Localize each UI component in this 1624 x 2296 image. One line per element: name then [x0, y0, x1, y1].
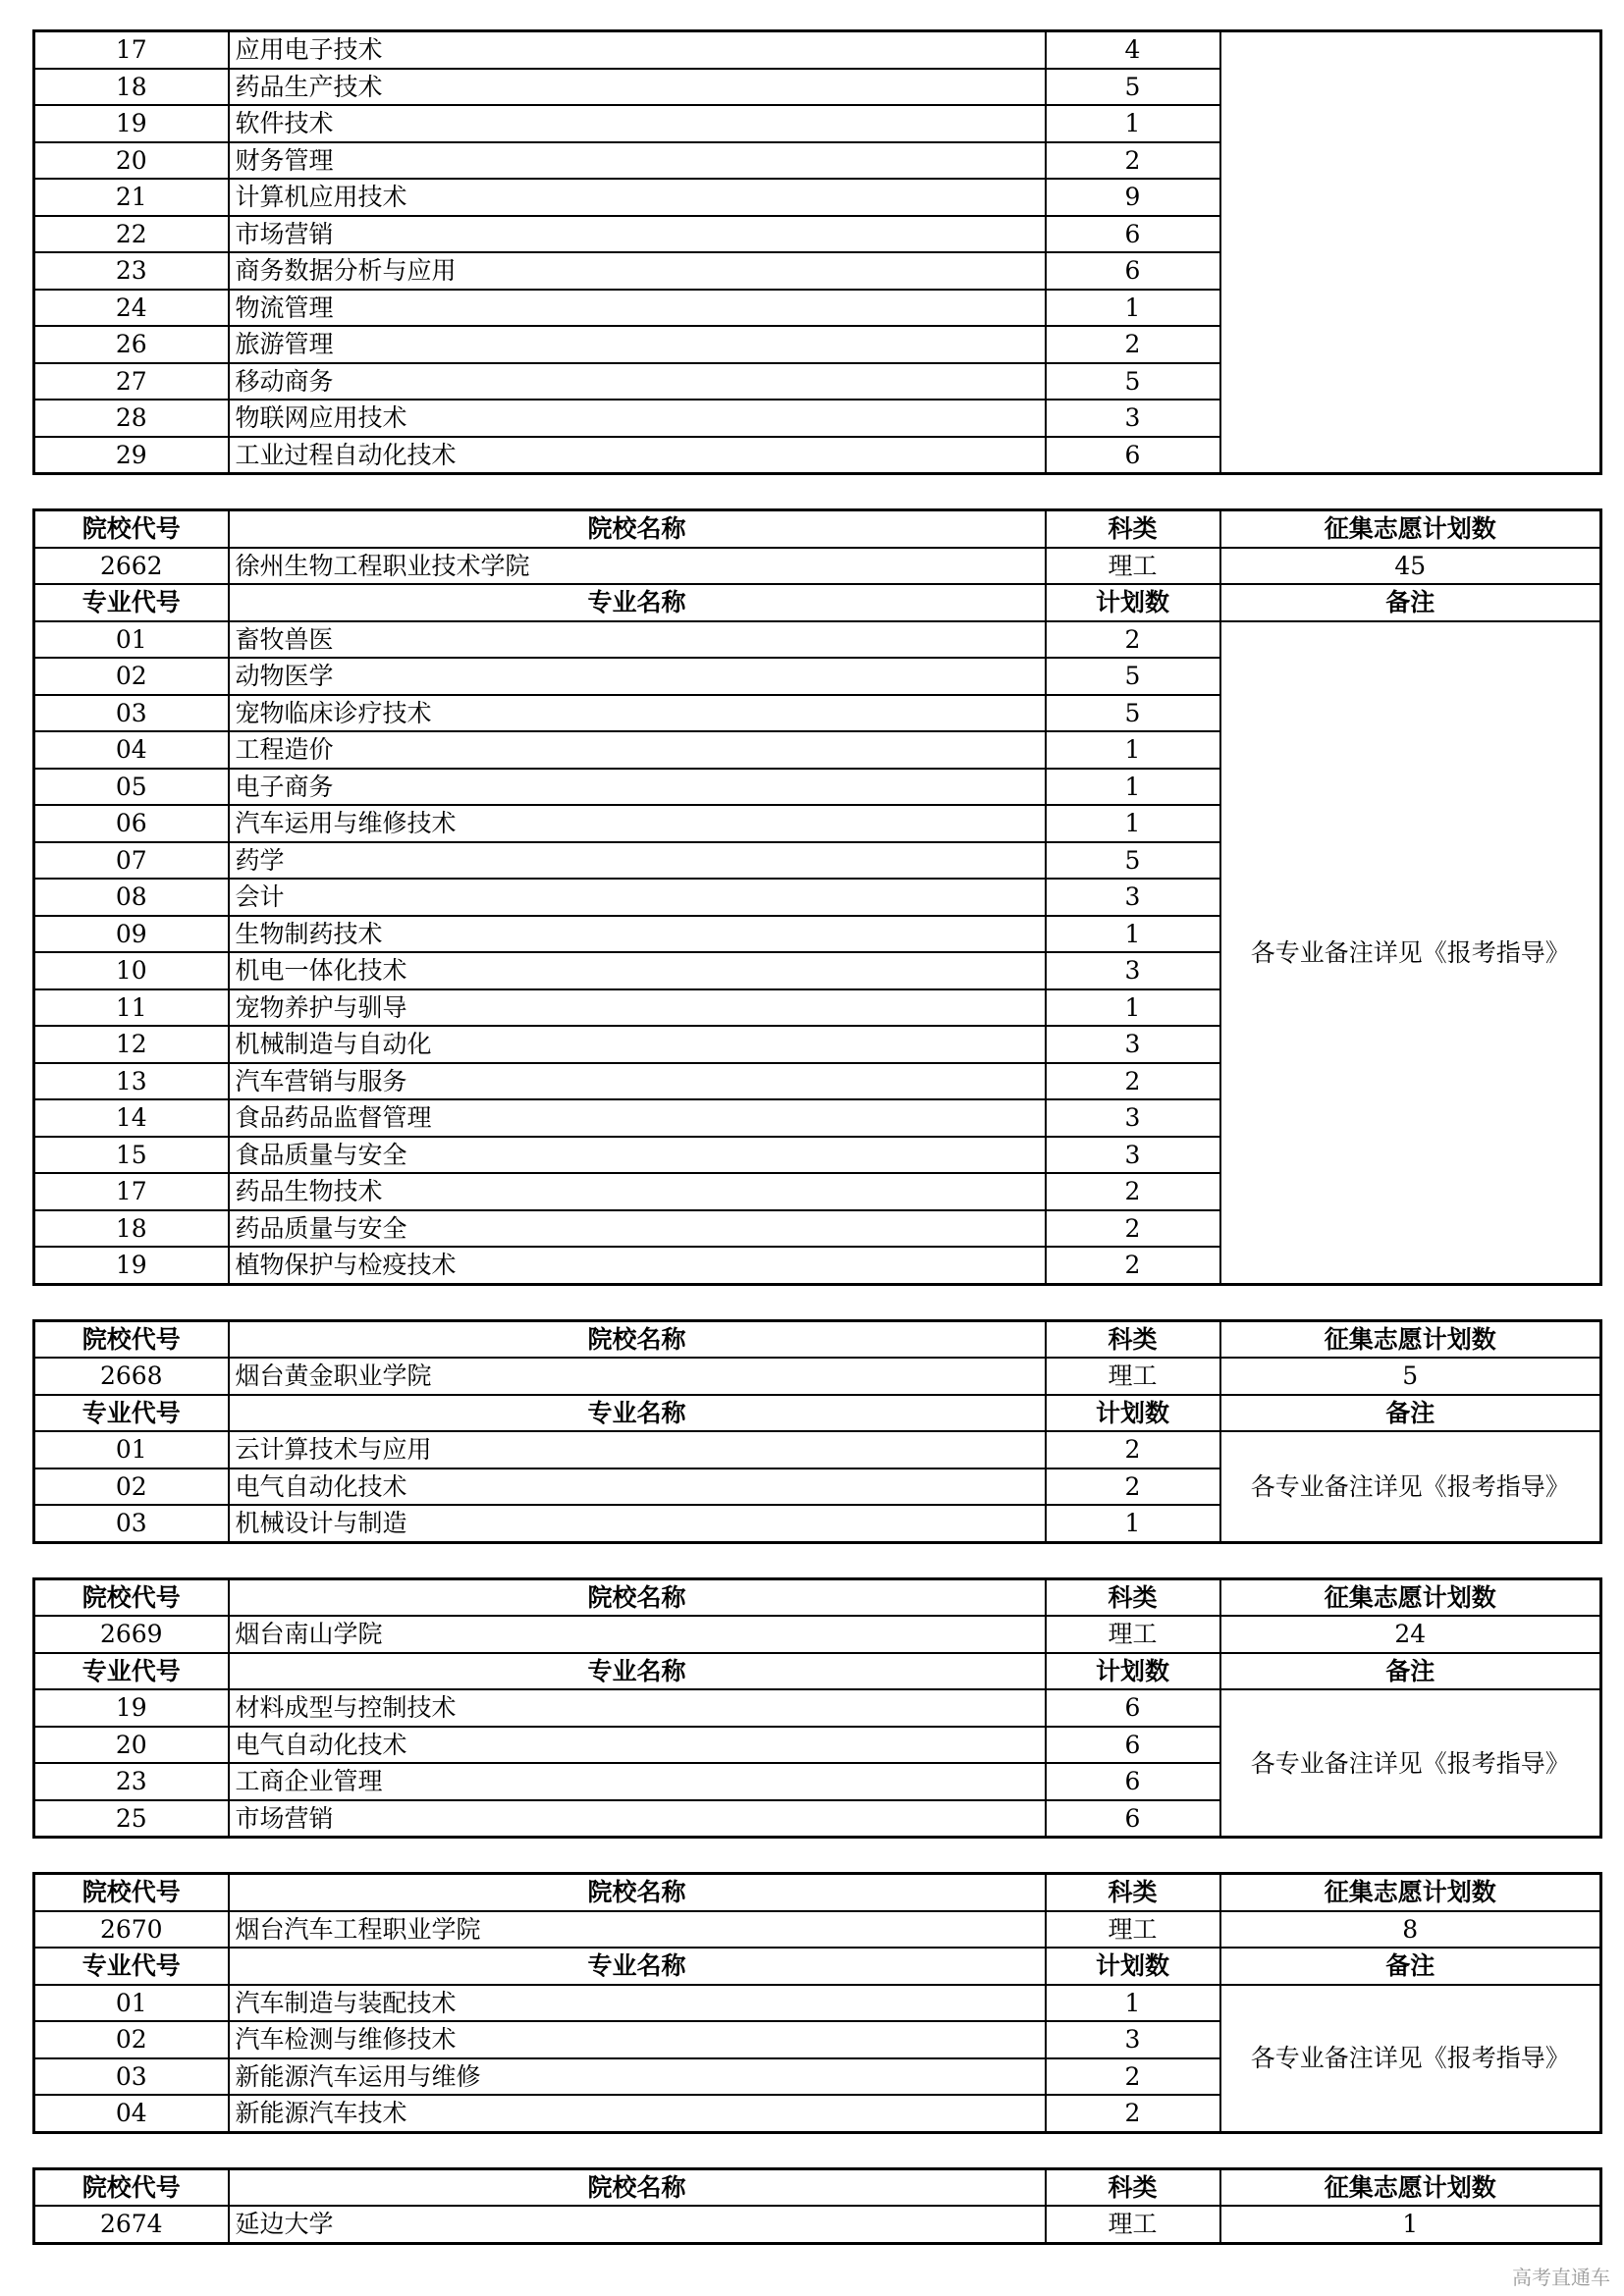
school-info-row [34, 548, 1601, 585]
major-plan: 3 [1046, 2021, 1220, 2058]
major-plan: 1 [1046, 916, 1220, 953]
major-name: 植物保护与检疫技术 [229, 1247, 1046, 1284]
header-plan-total: 征集志愿计划数 [1220, 510, 1601, 548]
major-plan: 1 [1046, 1985, 1220, 2022]
major-plan: 2 [1046, 621, 1220, 659]
major-plan: 1 [1046, 1505, 1220, 1542]
major-code: 08 [34, 879, 229, 916]
major-plan: 3 [1046, 879, 1220, 916]
major-name: 工业过程自动化技术 [229, 437, 1046, 474]
major-header-row [34, 1653, 1601, 1690]
major-code: 20 [34, 142, 229, 180]
school-header-row [34, 1578, 1601, 1616]
header-category: 科类 [1046, 1320, 1220, 1358]
header-remark: 备注 [1220, 1653, 1601, 1690]
school-category: 理工 [1046, 548, 1220, 585]
major-header-row [34, 584, 1601, 621]
continued-major-table [32, 29, 1602, 475]
major-name: 电气自动化技术 [229, 1727, 1046, 1764]
header-category: 科类 [1046, 2168, 1220, 2206]
school-table [32, 2167, 1602, 2245]
major-plan: 2 [1046, 326, 1220, 363]
remark-cell [1220, 31, 1601, 474]
major-name: 会计 [229, 879, 1046, 916]
major-code: 13 [34, 1063, 229, 1100]
school-plan-total: 5 [1220, 1358, 1601, 1395]
school-header-row [34, 1320, 1601, 1358]
header-category: 科类 [1046, 1874, 1220, 1911]
school-code: 2668 [34, 1358, 229, 1395]
major-plan: 3 [1046, 1137, 1220, 1174]
school-header-row [34, 1874, 1601, 1911]
major-code: 06 [34, 805, 229, 842]
major-name: 食品质量与安全 [229, 1137, 1046, 1174]
major-code: 11 [34, 989, 229, 1027]
header-school-code: 院校代号 [34, 1320, 229, 1358]
major-code: 07 [34, 842, 229, 880]
school-category: 理工 [1046, 1616, 1220, 1653]
header-remark: 备注 [1220, 1948, 1601, 1985]
major-name: 宠物临床诊疗技术 [229, 695, 1046, 732]
major-plan: 2 [1046, 1210, 1220, 1248]
major-name: 机械设计与制造 [229, 1505, 1046, 1542]
major-code: 29 [34, 437, 229, 474]
school-name: 徐州生物工程职业技术学院 [229, 548, 1046, 585]
major-plan: 6 [1046, 1800, 1220, 1838]
major-code: 17 [34, 31, 229, 69]
major-name: 汽车运用与维修技术 [229, 805, 1046, 842]
header-school-name: 院校名称 [229, 1874, 1046, 1911]
major-plan: 2 [1046, 2095, 1220, 2132]
header-remark: 备注 [1220, 1395, 1601, 1432]
major-name: 汽车检测与维修技术 [229, 2021, 1046, 2058]
major-name: 畜牧兽医 [229, 621, 1046, 659]
remark-cell: 各专业备注详见《报考指导》 [1220, 1985, 1601, 2133]
header-category: 科类 [1046, 1578, 1220, 1616]
major-name: 应用电子技术 [229, 31, 1046, 69]
major-name: 材料成型与控制技术 [229, 1689, 1046, 1727]
major-code: 03 [34, 2058, 229, 2096]
major-code: 14 [34, 1099, 229, 1137]
block-gap [32, 2134, 1599, 2167]
major-name: 财务管理 [229, 142, 1046, 180]
school-category: 理工 [1046, 2206, 1220, 2243]
major-name: 计算机应用技术 [229, 179, 1046, 216]
table-row [34, 621, 1601, 659]
major-name: 汽车制造与装配技术 [229, 1985, 1046, 2022]
major-plan: 2 [1046, 142, 1220, 180]
major-name: 机电一体化技术 [229, 952, 1046, 989]
major-name: 软件技术 [229, 105, 1046, 142]
major-code: 18 [34, 1210, 229, 1248]
school-name: 烟台汽车工程职业学院 [229, 1911, 1046, 1949]
table-row [34, 1985, 1601, 2022]
major-header-row [34, 1948, 1601, 1985]
major-plan: 5 [1046, 842, 1220, 880]
major-plan: 6 [1046, 1763, 1220, 1800]
school-table [32, 508, 1602, 1286]
document-page [32, 29, 1599, 2245]
block-gap [32, 1839, 1599, 1872]
major-name: 电气自动化技术 [229, 1468, 1046, 1506]
header-major-name: 专业名称 [229, 1395, 1046, 1432]
major-code: 20 [34, 1727, 229, 1764]
school-name: 烟台黄金职业学院 [229, 1358, 1046, 1395]
major-code: 01 [34, 621, 229, 659]
block-gap [32, 1544, 1599, 1577]
major-plan: 5 [1046, 363, 1220, 400]
major-code: 02 [34, 658, 229, 695]
header-plan-total: 征集志愿计划数 [1220, 1874, 1601, 1911]
major-name: 宠物养护与驯导 [229, 989, 1046, 1027]
header-major-code: 专业代号 [34, 1395, 229, 1432]
school-category: 理工 [1046, 1911, 1220, 1949]
major-code: 19 [34, 105, 229, 142]
major-plan: 2 [1046, 1468, 1220, 1506]
school-category: 理工 [1046, 1358, 1220, 1395]
header-school-code: 院校代号 [34, 2168, 229, 2206]
major-name: 工商企业管理 [229, 1763, 1046, 1800]
major-plan: 1 [1046, 769, 1220, 806]
major-plan: 2 [1046, 1063, 1220, 1100]
major-name: 汽车营销与服务 [229, 1063, 1046, 1100]
major-header-row [34, 1395, 1601, 1432]
major-code: 17 [34, 1173, 229, 1210]
header-major-name: 专业名称 [229, 584, 1046, 621]
remark-cell: 各专业备注详见《报考指导》 [1220, 1689, 1601, 1838]
major-name: 新能源汽车技术 [229, 2095, 1046, 2132]
major-code: 28 [34, 400, 229, 437]
major-code: 02 [34, 2021, 229, 2058]
school-plan-total: 24 [1220, 1616, 1601, 1653]
block-gap [32, 1286, 1599, 1319]
major-code: 25 [34, 1800, 229, 1838]
major-code: 12 [34, 1026, 229, 1063]
major-name: 药学 [229, 842, 1046, 880]
school-code: 2662 [34, 548, 229, 585]
table-row [34, 31, 1601, 69]
remark-cell: 各专业备注详见《报考指导》 [1220, 621, 1601, 1285]
major-code: 04 [34, 2095, 229, 2132]
major-plan: 9 [1046, 179, 1220, 216]
major-code: 18 [34, 69, 229, 106]
major-code: 21 [34, 179, 229, 216]
major-name: 药品质量与安全 [229, 1210, 1046, 1248]
major-code: 22 [34, 216, 229, 253]
header-plan: 计划数 [1046, 1948, 1220, 1985]
major-name: 工程造价 [229, 731, 1046, 769]
header-major-code: 专业代号 [34, 1948, 229, 1985]
major-plan: 2 [1046, 1173, 1220, 1210]
major-name: 食品药品监督管理 [229, 1099, 1046, 1137]
header-plan-total: 征集志愿计划数 [1220, 1578, 1601, 1616]
header-plan-total: 征集志愿计划数 [1220, 1320, 1601, 1358]
school-info-row [34, 1616, 1601, 1653]
major-code: 23 [34, 252, 229, 290]
major-plan: 6 [1046, 1689, 1220, 1727]
block-gap [32, 475, 1599, 508]
major-plan: 1 [1046, 989, 1220, 1027]
school-table [32, 1872, 1602, 2134]
major-name: 药品生物技术 [229, 1173, 1046, 1210]
major-code: 01 [34, 1985, 229, 2022]
major-code: 27 [34, 363, 229, 400]
school-table [32, 1319, 1602, 1544]
remark-cell: 各专业备注详见《报考指导》 [1220, 1431, 1601, 1542]
header-school-name: 院校名称 [229, 2168, 1046, 2206]
major-code: 04 [34, 731, 229, 769]
major-plan: 5 [1046, 695, 1220, 732]
major-name: 电子商务 [229, 769, 1046, 806]
school-plan-total: 1 [1220, 2206, 1601, 2243]
major-code: 26 [34, 326, 229, 363]
major-plan: 1 [1046, 731, 1220, 769]
table-row [34, 1431, 1601, 1468]
major-name: 新能源汽车运用与维修 [229, 2058, 1046, 2096]
major-code: 03 [34, 695, 229, 732]
major-code: 24 [34, 290, 229, 327]
school-info-row [34, 2206, 1601, 2243]
major-plan: 2 [1046, 2058, 1220, 2096]
major-name: 动物医学 [229, 658, 1046, 695]
major-name: 移动商务 [229, 363, 1046, 400]
header-school-name: 院校名称 [229, 1320, 1046, 1358]
major-name: 商务数据分析与应用 [229, 252, 1046, 290]
major-name: 物流管理 [229, 290, 1046, 327]
school-code: 2669 [34, 1616, 229, 1653]
header-remark: 备注 [1220, 584, 1601, 621]
table-row [34, 1689, 1601, 1727]
school-plan-total: 45 [1220, 548, 1601, 585]
major-code: 05 [34, 769, 229, 806]
major-name: 市场营销 [229, 216, 1046, 253]
major-plan: 5 [1046, 69, 1220, 106]
school-name: 延边大学 [229, 2206, 1046, 2243]
school-table [32, 1577, 1602, 1840]
header-category: 科类 [1046, 510, 1220, 548]
major-code: 09 [34, 916, 229, 953]
school-code: 2674 [34, 2206, 229, 2243]
major-plan: 3 [1046, 400, 1220, 437]
major-code: 19 [34, 1247, 229, 1284]
major-name: 物联网应用技术 [229, 400, 1046, 437]
school-info-row [34, 1358, 1601, 1395]
major-code: 19 [34, 1689, 229, 1727]
major-code: 15 [34, 1137, 229, 1174]
major-name: 旅游管理 [229, 326, 1046, 363]
major-plan: 4 [1046, 31, 1220, 69]
header-plan: 计划数 [1046, 584, 1220, 621]
major-plan: 3 [1046, 1026, 1220, 1063]
major-code: 10 [34, 952, 229, 989]
major-name: 云计算技术与应用 [229, 1431, 1046, 1468]
header-plan: 计划数 [1046, 1653, 1220, 1690]
major-name: 机械制造与自动化 [229, 1026, 1046, 1063]
major-plan: 6 [1046, 216, 1220, 253]
major-code: 03 [34, 1505, 229, 1542]
school-info-row [34, 1911, 1601, 1949]
major-plan: 1 [1046, 805, 1220, 842]
major-code: 01 [34, 1431, 229, 1468]
major-plan: 6 [1046, 437, 1220, 474]
header-major-code: 专业代号 [34, 1653, 229, 1690]
header-major-name: 专业名称 [229, 1653, 1046, 1690]
major-plan: 3 [1046, 1099, 1220, 1137]
major-plan: 2 [1046, 1431, 1220, 1468]
major-code: 02 [34, 1468, 229, 1506]
major-plan: 3 [1046, 952, 1220, 989]
school-plan-total: 8 [1220, 1911, 1601, 1949]
major-plan: 5 [1046, 658, 1220, 695]
school-header-row [34, 510, 1601, 548]
header-plan-total: 征集志愿计划数 [1220, 2168, 1601, 2206]
header-school-name: 院校名称 [229, 510, 1046, 548]
school-name: 烟台南山学院 [229, 1616, 1046, 1653]
major-name: 生物制药技术 [229, 916, 1046, 953]
major-plan: 1 [1046, 105, 1220, 142]
major-code: 23 [34, 1763, 229, 1800]
major-plan: 6 [1046, 252, 1220, 290]
major-name: 药品生产技术 [229, 69, 1046, 106]
school-code: 2670 [34, 1911, 229, 1949]
major-plan: 2 [1046, 1247, 1220, 1284]
header-school-code: 院校代号 [34, 1578, 229, 1616]
header-major-code: 专业代号 [34, 584, 229, 621]
header-school-name: 院校名称 [229, 1578, 1046, 1616]
header-school-code: 院校代号 [34, 510, 229, 548]
school-header-row [34, 2168, 1601, 2206]
header-plan: 计划数 [1046, 1395, 1220, 1432]
header-major-name: 专业名称 [229, 1948, 1046, 1985]
header-school-code: 院校代号 [34, 1874, 229, 1911]
major-plan: 6 [1046, 1727, 1220, 1764]
major-name: 市场营销 [229, 1800, 1046, 1838]
watermark: 高考直通车 [1512, 2266, 1610, 2289]
major-plan: 1 [1046, 290, 1220, 327]
